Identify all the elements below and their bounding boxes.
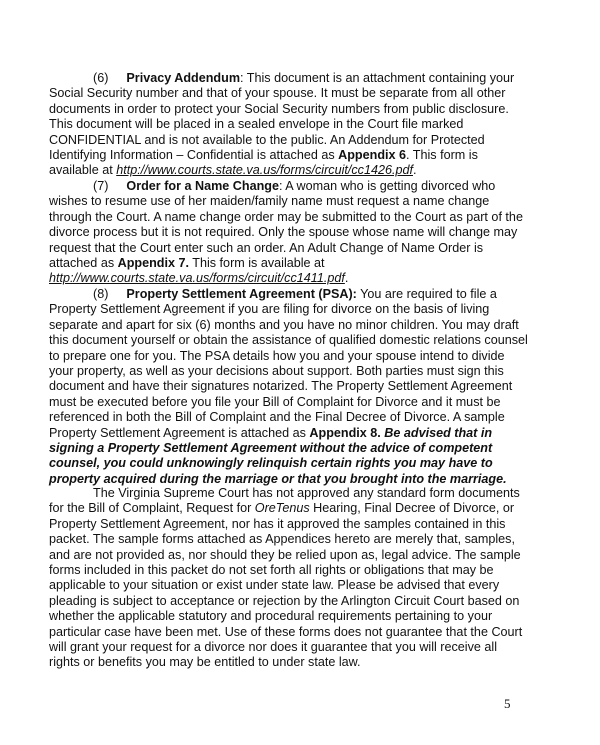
section-title: Property Settlement Agreement (PSA): — [126, 287, 357, 301]
section-number: (6) — [93, 71, 109, 85]
appendix-reference: Appendix 7. — [117, 256, 189, 271]
name-change-paragraph: (7) Order for a Name Change: A woman who is getting divorced who wishes to resume use of her maiden/family name must request a name change through the Court. A name change order may be submitted to the Court as part of the divorce process but it is not required. Only the spouse whose name will change may request that the Court enter such an order. An Adult Change of Name Order is attached as Appendix 7. This form is available at http://www.courts.state.va.us/forms/circuit/cc1411.pdf. — [49, 179, 523, 286]
psa-paragraph: (8) Property Settlement Agreement (PSA): You are required to file a Property Settlement Agreement if you are filing for divorce on the basis of living separate and apart for six (6) months and you have no minor children. You may draft this document yourself or obtain the assistance of qualified domestic relations counsel to prepare one for you. The PSA details how you and your spouse intend to divide your property, as well as your decisions about support. Both parties must sign this document and have their signatures notarized. The Property Settlement Agreement must be executed before you file your Bill of Complaint for Divorce and it must be referenced in both the Bill of Complaint and the Final Decree of Divorce. A sample Property Settlement Agreement is attached as Appendix 8. Be advised that in signing a Property Settlement Agreement without the advice of competent counsel, you could unknowingly relinquish certain rights you may have to property acquired during the marriage or that you brought into the marriage. — [49, 287, 528, 486]
privacy-addendum-paragraph: (6) Privacy Addendum: This document is an attachment containing your Social Security number and that of your spouse. It must be separate from all other documents in order to protect your Social Security numbers from public disclosure. This document will be placed in a sealed envelope in the Court file marked CONFIDENTIAL and is not available to the public. An Addendum for Protected Identifying Information – Confidential is attached as Appendix 6. This form is available at http://www.courts.state.va.us/forms/circuit/cc1426.pdf. — [49, 71, 515, 178]
section-number: (8) — [93, 287, 109, 301]
page-number: 5 — [504, 696, 511, 711]
section-title: Privacy Addendum — [126, 71, 241, 85]
section-title: Order for a Name Change — [126, 179, 279, 193]
appendix-reference: Appendix 6 — [338, 148, 407, 163]
section-number: (7) — [93, 179, 109, 193]
advisory-warning: Be advised that in signing a Property Settlement Agreement without the advice of competent counsel, you could unknowingly relinquish certain rights you may have to property acquired during the marriage or that you brought into the marriage. — [49, 425, 507, 486]
form-link[interactable]: http://www.courts.state.va.us/forms/circuit/cc1411.pdf — [49, 271, 345, 286]
ore-tenus-term: OreTenus — [254, 501, 310, 516]
appendix-reference: Appendix 8. — [309, 425, 381, 440]
form-link[interactable]: http://www.courts.state.va.us/forms/circuit/cc1426.pdf — [116, 163, 413, 178]
disclaimer-paragraph: The Virginia Supreme Court has not approved any standard form documents for the Bill of Complaint, Request for OreTenus Hearing, Final Decree of Divorce, or Property Settlement Agreement, nor has it approved the samples contained in this packet. The sample forms attached as Appendices hereto are merely that, samples, and are not provided as, nor should they be relied upon as, legal advice. The sample forms included in this packet do not set forth all rights or obligations that may be applicable to your situation or exist under state law. Please be advised that every pleading is subject to acceptance or rejection by the Arlington Circuit Court based on whether the applicable statutory and procedural requirements pertaining to your particular case have been met. Use of these forms does not guarantee that the Court will grant your request for a divorce nor does it guarantee that you will receive all rights or benefits you may be entitled to under state law. — [49, 486, 523, 670]
